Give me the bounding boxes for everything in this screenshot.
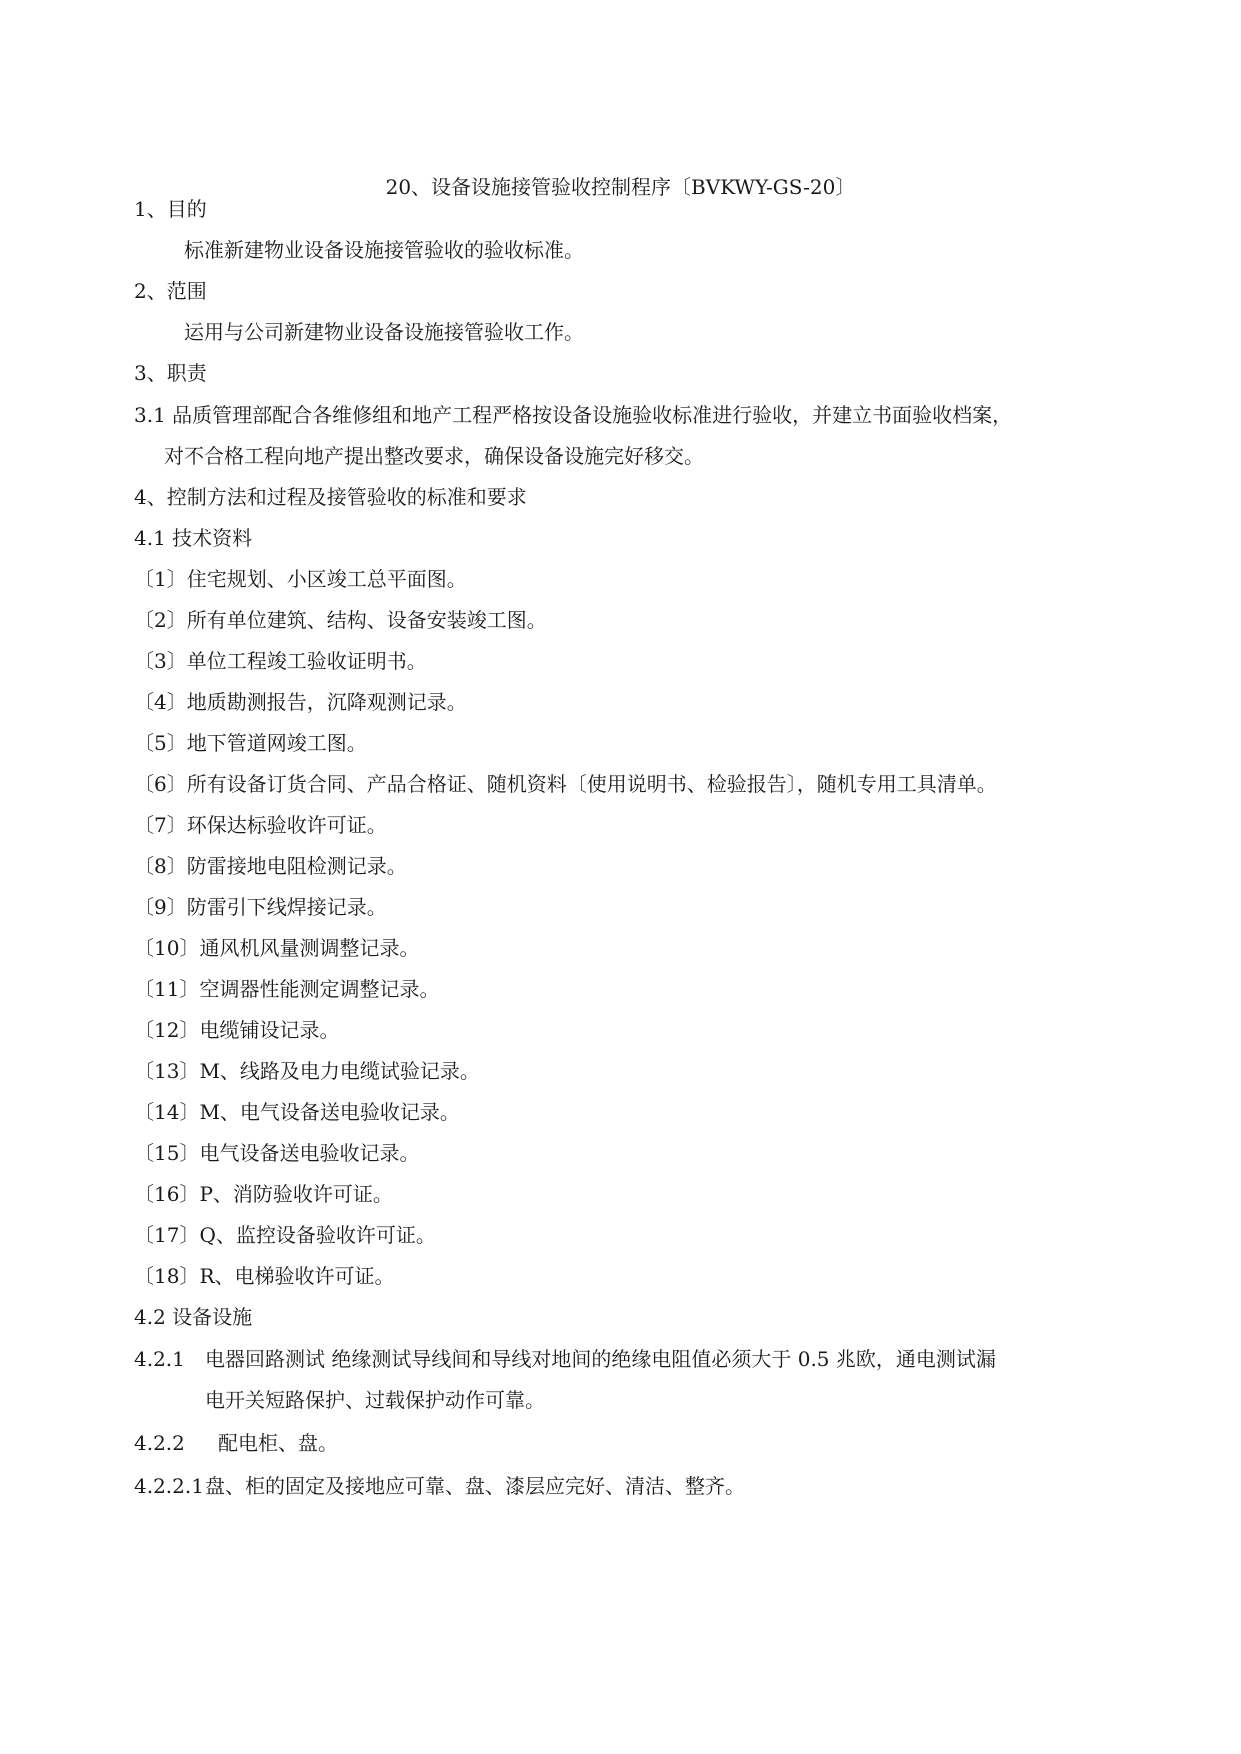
section-4-heading: 4、控制方法和过程及接管验收的标准和要求	[134, 485, 527, 509]
tech-item: 〔8〕防雷接地电阻检测记录。	[134, 854, 407, 878]
clause-4-2-2-number: 4.2.2	[134, 1431, 185, 1455]
tech-item: 〔2〕所有单位建筑、结构、设备安装竣工图。	[134, 608, 547, 632]
clause-4-2-1-line-1: 电器回路测试 绝缘测试导线间和导线对地间的绝缘电阻值必须大于 0.5 兆欧，通电测试漏	[205, 1347, 996, 1371]
section-1-text: 标准新建物业设备设施接管验收的验收标准。	[184, 238, 584, 262]
clause-4-2-1-line-2: 电开关短路保护、过载保护动作可靠。	[205, 1388, 545, 1412]
section-2-text: 运用与公司新建物业设备设施接管验收工作。	[184, 320, 584, 344]
tech-item: 〔18〕R、电梯验收许可证。	[134, 1264, 395, 1288]
document-title: 20、设备设施接管验收控制程序〔BVKWY-GS-20〕	[385, 175, 856, 199]
section-2-heading: 2、范围	[134, 279, 207, 303]
tech-item: 〔14〕M、电气设备送电验收记录。	[134, 1100, 460, 1124]
section-3-1-line-1: 3.1 品质管理部配合各维修组和地产工程严格按设备设施验收标准进行验收，并建立书面验收档案，	[134, 403, 1013, 427]
clause-4-2-2-1-text: 盘、柜的固定及接地应可靠、盘、漆层应完好、清洁、整齐。	[205, 1474, 745, 1498]
section-3-heading: 3、职责	[134, 361, 207, 385]
tech-item: 〔12〕电缆铺设记录。	[134, 1018, 340, 1042]
tech-item: 〔15〕电气设备送电验收记录。	[134, 1141, 420, 1165]
clause-4-2-1-number: 4.2.1	[134, 1347, 185, 1371]
tech-item: 〔16〕P、消防验收许可证。	[134, 1182, 393, 1206]
tech-item: 〔17〕Q、监控设备验收许可证。	[134, 1223, 436, 1247]
clause-4-2-2-text: 配电柜、盘。	[218, 1431, 338, 1455]
tech-item: 〔6〕所有设备订货合同、产品合格证、随机资料〔使用说明书、检验报告〕，随机专用工具清单。	[134, 772, 997, 796]
tech-item: 〔7〕环保达标验收许可证。	[134, 813, 387, 837]
section-4-2-heading: 4.2 设备设施	[134, 1305, 253, 1329]
section-3-1-line-2: 对不合格工程向地产提出整改要求，确保设备设施完好移交。	[164, 444, 704, 468]
clause-4-2-2-1-number: 4.2.2.1	[134, 1474, 204, 1498]
tech-item: 〔11〕空调器性能测定调整记录。	[134, 977, 440, 1001]
tech-item: 〔9〕防雷引下线焊接记录。	[134, 895, 387, 919]
tech-item: 〔5〕地下管道网竣工图。	[134, 731, 367, 755]
section-4-1-heading: 4.1 技术资料	[134, 526, 253, 550]
tech-item: 〔10〕通风机风量测调整记录。	[134, 936, 420, 960]
section-1-heading: 1、目的	[134, 197, 207, 221]
tech-item: 〔3〕单位工程竣工验收证明书。	[134, 649, 427, 673]
tech-item: 〔4〕地质勘测报告，沉降观测记录。	[134, 690, 467, 714]
tech-item: 〔1〕住宅规划、小区竣工总平面图。	[134, 567, 467, 591]
tech-item: 〔13〕M、线路及电力电缆试验记录。	[134, 1059, 480, 1083]
